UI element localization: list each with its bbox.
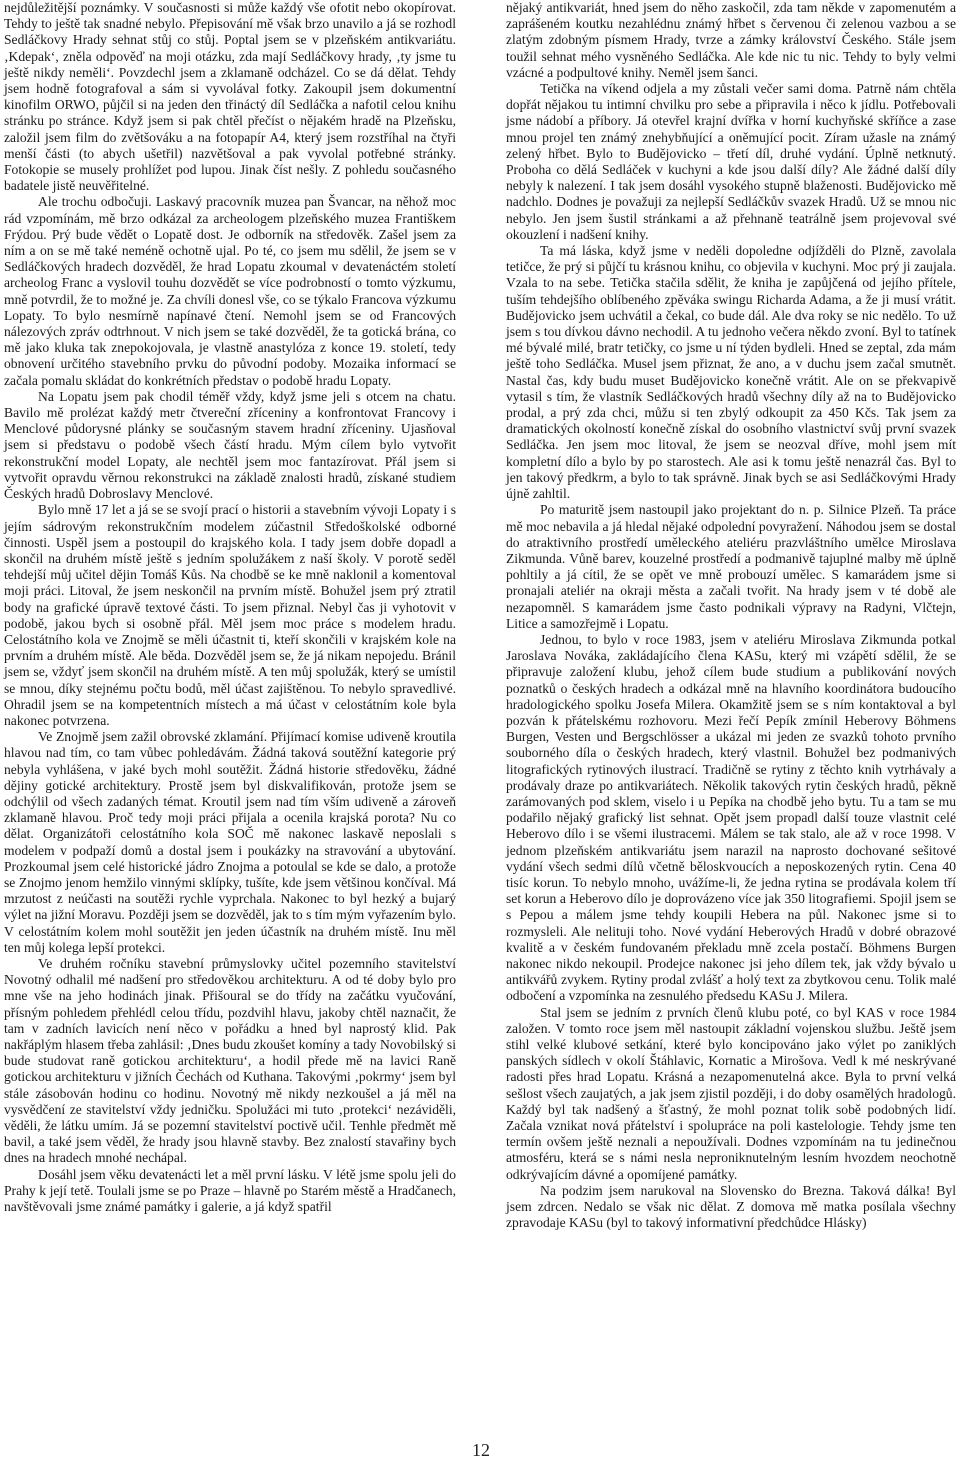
right-text-column [506,0,956,1231]
paragraph: nějaký antikvariát, hned jsem do něho zaskočil, zda tam někde v zapomenutém a zaprášeném koutku nezahlédnu známý hřbet s červenou či zelenou vazbou a se zlatým zdobným písmem Hrady, tvrze a zámky království Českého. Stále jsem toužil sehnat mého vysněného Sedláčka. Ale kde nic tu nic. Tehdy to byly velmi vzácné a podpultové knihy. Neměl jsem šanci. [506,0,956,80]
paragraph: Ve Znojmě jsem zažil obrovské zklamání. Přijímací komise udiveně kroutila hlavou nad tím, co tam vůbec pohledávám. Žádná taková soutěžní kategorie prý nebyla vyhlášena, v jaké bych mohl soutěžit. Žádná historie středověku, žádné dějiny gotické architektury. Prostě jsem byl diskvalifikován, protože jsem se odchýlil od všech zadaných témat. Kroutil jsem nad tím vším udiveně a zároveň zklamaně hlavou. Proč tedy moji práci přijala a ocenila krajská porota? Nu co dělat. Organizátoři celostátního kola SOČ mě nakonec laskavě neposlali s modelem v podpaží domů a dostal jsem i poukázky na stravování a ubytování. Prozkoumal jsem celé historické jádro Znojma a potoulal se kde se dalo, a protože se Znojmo jenom hemžilo vinnými sklípky, tušíte, kde jsem většinou končíval. Má mrzutost z neúčasti na soutěži rychle vyprchala. Nakonec to byl hezký a bujarý výlet na jižní Moravu. Později jsem se dozvěděl, jak to s tím mým vyřazením bylo. V celostátním kolem mohl soutěžit jen jeden účastník na druhém místě. Inu měl ten můj kolega lepší protekci. [4,729,456,955]
left-text-column [4,0,456,1215]
page-number: 12 [472,1440,490,1460]
paragraph: Ale trochu odbočuji. Laskavý pracovník muzea pan Švancar, na něhož moc rád vzpomínám, mě brzo odkázal za archeologem plzeňského muzea Františkem Frýdou. Prý bude vědět o Lopatě dost. Je odborník na středověk. Zašel jsem za ním a on se mě také neméně ochotně ujal. Po té, co jsem mu sdělil, že jsem se v Sedláčkových hradech dozvěděl, že hrad Lopatu zkoumal v devatenáctém století archeolog Franc a vyslovil touhu dozvědět se více podrobností o tomto výzkumu, mně potvrdil, že to možné je. Za chvíli donesl vše, co se týkalo Francova výzkumu Lopaty. To bylo nesmírně napínavé čtení. Nemohl jsem se od Francových nálezových zpráv odtrhnout. V nich jsem se také dozvěděl, že ta gotická brána, co mě jako kluka tak znepokojovala, je vlastně anastylóza z konce 19. století, tedy obnovení určitého stavebního prvku do původní podoby. Mozaika informací se začala pomalu skládat do konkrétních představ o podobě hradu Lopaty. [4,194,456,388]
paragraph: Ve druhém ročníku stavební průmyslovky učitel pozemního stavitelství Novotný odhalil mé nadšení pro středověkou architekturu. A od té doby bylo pro mne vše na jeho hodinách jinak. Přišoural se do třídy na začátku vyučování, přísným pohledem přehlédl celou třídu, pozdvihl hlavu, jakoby chtěl naznačit, že tam v zadních lavicích není něco v pořádku a hned byl naprostý klid. Pak nakřáplým hlasem třeba zahlásil: ‚Dnes budu zkoušet komíny a tady Novobilský si bude studovat raně gotickou architekturu‘, a hodil přede mě na lavici Raně gotickou architekturu v jižních Čechách od Kuthana. Takovými ‚pokrmy‘ jsem byl stále zásobován hodinu co hodinu. Novotný mě nikdy nezkoušel a já měl na vysvědčení ze stavitelství vždy jedničku. Spolužáci mi tuto ‚protekci‘ nezáviděli, věděli, že látku umím. Já se pozemní stavitelství poctivě učil. Tenhle předmět mě bavil, a také jsem věděl, že hrady jsou hlavně stavby. Bez znalostí stavařiny bych dnes na hradech mnohé nechápal. [4,955,456,1166]
paragraph: Bylo mně 17 let a já se se svojí prací o historii a stavebním vývoji Lopaty i s jejím sádrovým rekonstrukčním modelem zúčastnil Středoškolské odborné činnosti. Uspěl jsem a postoupil do krajského kola. I tady jsem dobře dopadl a skončil na druhém místě ještě s jedním spolužákem z naší školy. V porotě seděl tehdejší můj učitel dějin Tomáš Kůs. Na chodbě se ke mně naklonil a komentoval moji práci. Litoval, že jsem neskončil na prvním místě. Bohužel jsem prý ztratil body na grafické úpravě textové části. To jsem přiznal. Nebyl čas ji vyhotovit v podobě, jakou bych si osobně přál. Měl jsem moc práce s modelem hradu. Celostátního kola ve Znojmě se měli účastnit ti, kteří skončili v krajském kole na prvním a druhém místě. Ale běda. Dozvěděl jsem se, že já nikam nepojedu. Bránil jsem se, vždyť jsem skončil na druhém místě. A ten můj spolužák, který se umístil se mnou, díky stejnému počtu bodů, měl účast zajištěnou. To nebylo spravedlivé. Ohradil jsem se na kompetentních místech a má účast v celostátním kole byla nakonec potvrzena. [4,502,456,728]
paragraph: Po maturitě jsem nastoupil jako projektant do n. p. Silnice Plzeň. Ta práce mě moc nebavila a já hledal nějaké odpolední povyražení. Náhodou jsem se dostal do atraktivního prostředí uměleckého ateliéru prazvláštního umělce Miroslava Zikmunda. Vůně barev, kouzelné prostředí a podmanivě tajuplné malby mě úplně pohltily a já cítil, že se opět ve mně probouzí umělec. S kamarádem jsme si pronajali ateliér na okraji města a začali tvořit. Na hrady jsem v té době ale nezapomněl. S kamarádem jsme často podnikali výpravy na Radyni, Vlčtejn, Litice a samozřejmě i Lopatu. [506,502,956,631]
paragraph: Stal jsem se jedním z prvních členů klubu poté, co byl KAS v roce 1984 založen. V tomto roce jsem měl nastoupit základní vojenskou službu. Ještě jsem stihl velké klubové setkání, které bylo koncipováno jako výlet po zaniklých panských sídlech v okolí Štáhlavic, Kornatic a Mirošova. Vedl k mé neskrývané radosti přes hrad Lopatu. Krásná a nezapomenutelná akce. Byla to první velká sešlost všech zaujatých, a jak jsem zjistil později, i do doby osamělých hradologů. Každý byl tak nadšený a šťastný, že mohl poznat tolik sobě podobných lidí. Začala vznikat nová přátelství i spolupráce na poli kastelologie. Tehdy jsme ten termín ovšem ještě neznali a nepoužívali. Dodnes vzpomínám na tu jedinečnou atmosféru, která se s námi nesla neproniknutelným lesním hvozdem neochotně odkrývajícím dávné a opomíjené památky. [506,1004,956,1182]
paragraph: Ta má láska, když jsme v neděli dopoledne odjížděli do Plzně, zavolala tetičce, že prý si půjčí tu krásnou knihu, co objevila v kuchyni. Moc prý ji zaujala. Vzala to na sebe. Tetička stačila sdělit, že kniha je zapůjčená od jejího přítele, tuším tehdejšího oblíbeného zpěváka swingu Richarda Adama, a že ji musí vrátit. Budějovicko jsem uchvátil a čekal, co bude dál. Ale dva roky se nic nedělo. To už jsem s tou dívkou dávno nechodil. A tu jednoho večera někdo zvoní. Byl to tatínek mé bývalé milé, bratr tetičky, co jsme u ní týden bydleli. Hned se zeptal, zda mám ještě toho Sedláčka. Musel jsem přiznat, že ano, a v duchu jsem začal smutnět. Nastal čas, kdy budu muset Budějovicko konečně vrátit. Ale on se překvapivě vytasil s tím, že vlastník Sedláčkových hradů všechny díly až na to Budějovicko prodal, a prý zda chci, můžu si ten zbylý odkoupit za 450 Kčs. Tak jsem za dramatických okolností konečně získal do osobního vlastnictví svůj první svazek Sedláčka. Jen jsem moc litoval, že jsem se neozval dříve, mohl jsem mít kompletní dílo a bylo by po starostech. Ale asi k tomu ještě nenazrál čas. Byl to jen takový předkrm, a bylo to tak správně. Jinak bych se asi Sedláčkovými Hrady újně zahltil. [506,243,956,502]
paragraph: Na Lopatu jsem pak chodil téměř vždy, když jsme jeli s otcem na chatu. Bavilo mě prolézat každý metr čtvereční zříceniny a konfrontovat Francovy i Menclové půdorysné plánky se současným stavem hradní zříceniny. Ujasňoval jsem si představu o podobě všech částí hradu. Mým cílem bylo vytvořit rekonstrukční model Lopaty, ale nechtěl jsem moc fantazírovat. Přál jsem si vytvořit opravdu věrnou rekonstrukci na základě znalosti hradů, získané studiem Českých hradů Dobroslavy Menclové. [4,388,456,502]
paragraph: Jednou, to bylo v roce 1983, jsem v ateliéru Miroslava Zikmunda potkal Jaroslava Nováka, zakládajícího člena KASu, který mi vzápětí sdělil, že se připravuje založení klubu, jehož cílem bude studium a publikování nových poznatků o českých hradech a odkázal mně na hlavního koordinátora budoucího hradologického spolku Josefa Milera. Okamžitě jsem se s ním kontaktoval a byl pozván k přátelskému rozhovoru. Mezi řečí Pepík zmínil Heberovy Böhmens Burgen, Vesten und Bergschlösser a ukázal mi jeden ze svazků tohoto prvního souborného díla o českých hradech, který vlastnil. Bohužel bez podmanivých litografických rytinových ilustrací. Tradičně se rytiny z těchto knih vytrhávaly a prodávaly draze po antikvariátech. Několik takových rytin českých hradů, pěkně zarámovaných pod sklem, viselo i u Pepíka na chodbě jeho bytu. Tu a tam se mu podařilo nějaký grafický list sehnat. Opět jsem propadl další touze vlastnit celé Heberovo dílo i se všemi ilustracemi. Málem se tak stalo, ale až v roce 1998. V jednom plzeňském antikvariátu jsem narazil na naprosto dochované sešitové vydání všech sedmi dílů včetně běloskvoucích a neposkozených rytin. Cena 40 tisíc korun. To nebylo mnoho, uvážíme-li, že jedna rytina se prodávala kolem tří set korun a Heberovo dílo je doprovázeno více jak 350 litografiemi. Spojil jsem se s Pepou a málem jsme tehdy koupili Hebera na půl. Nakonec jsme si to rozmysleli. Ale nelituji toho. Nové vydání Heberových Hradů v dobré obrazové kvalitě a v českém fundovaném překladu mně zcela postačí. Böhmens Burgen nakonec nikdo nekoupil. Prodejce nakonec jsi jeho dílem tek, jak vždy bývalo u antikvářů zvykem. Rytiny prodal zvlášť a holý text za zbytkovou cenu. Tolik malé odbočení a vzpomínka na zesnulého předsedu KASu J. Milera. [506,631,956,1004]
paragraph: Dosáhl jsem věku devatenácti let a měl první lásku. V létě jsme spolu jeli do Prahy k její tetě. Toulali jsme se po Praze – hlavně po Starém městě a Hradčanech, navštěvovali jsme známé památky i galerie, a já když spatřil [4,1166,456,1215]
paragraph: Tetička na víkend odjela a my zůstali večer sami doma. Patrně nám chtěla dopřát nějakou tu intimní chvilku pro sebe a připravila i něco k jídlu. Potřebovali jsme nádobí a příbory. Já otevřel krajní dvířka v horní kuchyňské skříňce a zase mnou projel ten známý znehybňující a oněmující pocit. Zíram užasle na známý zelený hřbet. Bylo to Budějovicko – třetí díl, druhé vydání. Úplně netknutý. Proboha co dělá Sedláček v kuchyni a kde jsou další díly? Ale žádné další díly nebyly k nalezení. I tak jsem dosáhl vysokého stupně blaženosti. Budějovicko mě nadchlo. Dodnes je považuji za nejlepší Sedláčkův svazek Hradů. Už se mnou nic nebylo. Jen jsem šustil stránkami a až přehnaně teatrálně jsem projevoval své okouzlení i nadšení knihy. [506,81,956,242]
paragraph: Na podzim jsem narukoval na Slovensko do Brezna. Taková dálka! Byl jsem zdrcen. Nedalo se však nic dělat. Z domova mě matka posílala všechny zpravodaje KASu (byl to takový informativní předchůdce Hlásky) [506,1182,956,1231]
paragraph: nejdůležitější poznámky. V současnosti si může každý vše ofotit nebo okopírovat. Tehdy to ještě tak snadné nebylo. Přepisování mě však brzo unavilo a já se rozhodl Sedláčkovy Hrady sehnat stůj co stůj. Poptal jsem se v plzeňském antikvariátu. ‚Kdepak‘, zněla odpověď na moji otázku, zda mají Sedláčkovy hrady, ‚ty jsme tu ještě nikdy neměli‘. Povzdechl jsem a zklamaně odcházel. Co se dá dělat. Tehdy jsem hodně fotografoval a sám si vyvolával fotky. Zakoupil jsem dokumentní kinofilm ORWO, půjčil si na jeden den třináctý díl Sedláčka a nafotil celou knihu stránku po stránce. Když jsem si pak chtěl přečíst o nějakém hradě na Plzeňsku, založil jsem film do zvětšováku a na fotopapír A4, který jsem rozstříhal na čtyři menší části (to abych ušetřil) nazvětšoval a pak vyvolal potřebné stránky. Fotokopie se musely prohlížet pod lupou. Jinak číst nešly. Z pohledu současného badatele jistě neuvěřitelné. [4,0,456,194]
